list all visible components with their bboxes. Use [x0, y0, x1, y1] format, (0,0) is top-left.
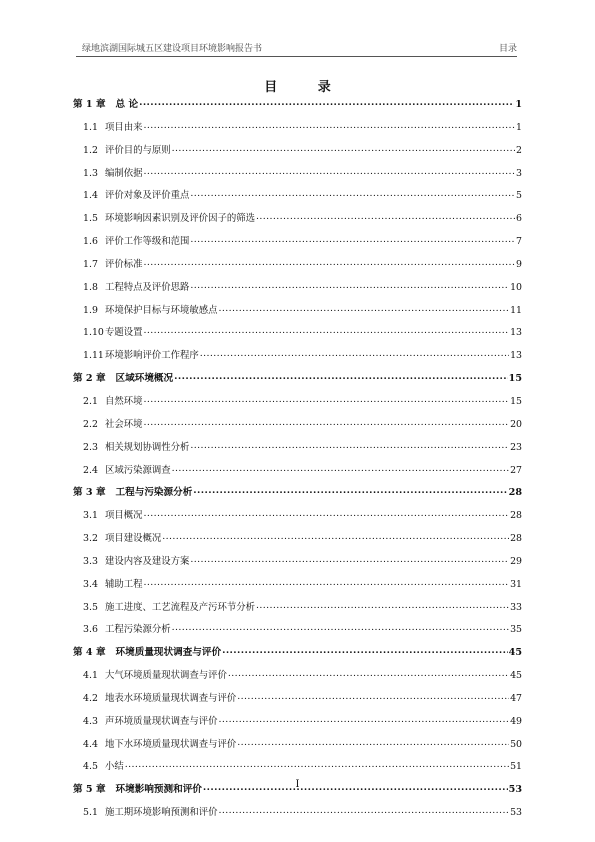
toc-dot-leader [193, 485, 507, 495]
toc-chapter-entry[interactable] [73, 484, 522, 507]
toc-dot-leader [200, 348, 509, 358]
toc-section-entry[interactable] [73, 621, 522, 644]
toc-entry-number: 4.1 [83, 670, 98, 682]
toc-entry-page: 15 [508, 373, 522, 385]
page-header [76, 40, 517, 57]
toc-dot-leader [219, 805, 510, 815]
toc-dot-leader [144, 577, 510, 587]
toc-section-entry[interactable] [73, 553, 522, 576]
toc-entry-number: 第 3 章 [73, 487, 106, 499]
toc-entry-number: 4.4 [83, 738, 98, 750]
toc-entry-page: 20 [510, 418, 522, 430]
toc-entry-page: 45 [508, 647, 522, 659]
toc-dot-leader [144, 325, 510, 335]
toc-entry-number: 1.8 [83, 281, 98, 293]
toc-chapter-entry[interactable] [73, 370, 522, 393]
toc-dot-leader [174, 371, 508, 381]
toc-chapter-entry[interactable] [73, 96, 522, 119]
toc-entry-page: 6 [516, 213, 522, 225]
toc-entry-page: 45 [510, 670, 522, 682]
toc-entry-number: 1.6 [83, 236, 98, 248]
toc-dot-leader [219, 303, 510, 313]
toc-section-entry[interactable] [73, 233, 522, 256]
toc-section-entry[interactable] [73, 713, 522, 736]
toc-dot-leader [144, 508, 510, 518]
toc-entry-number: 2.1 [83, 395, 98, 407]
toc-dot-leader [228, 668, 509, 678]
toc-entry-label: 环境质量现状调查与评价 [115, 647, 222, 659]
toc-list [73, 96, 522, 827]
toc-entry-number: 1.7 [83, 258, 98, 270]
toc-section-entry[interactable] [73, 165, 522, 188]
toc-entry-page: 5 [516, 190, 522, 202]
toc-entry-number: 第 4 章 [73, 647, 106, 659]
toc-dot-leader [190, 188, 515, 198]
toc-dot-leader [144, 394, 510, 404]
toc-entry-number: 2.3 [83, 441, 98, 453]
toc-entry-label: 编制依据 [105, 167, 143, 179]
toc-entry-label: 环境影响预测和评价 [115, 784, 202, 796]
toc-entry-label: 环境影响因素识别及评价因子的筛选 [105, 213, 256, 225]
toc-entry-number: 1.4 [83, 190, 98, 202]
toc-dot-leader [172, 143, 515, 153]
toc-dot-leader [172, 463, 509, 473]
toc-section-entry[interactable] [73, 119, 522, 142]
toc-entry-number: 4.2 [83, 692, 98, 704]
toc-entry-page: 11 [510, 304, 522, 316]
toc-dot-leader [144, 120, 516, 130]
toc-entry-number: 第 5 章 [73, 784, 106, 796]
toc-entry-label: 总 论 [115, 99, 139, 110]
toc-entry-label: 评价标准 [105, 258, 143, 270]
toc-section-entry[interactable] [73, 187, 522, 210]
toc-entry-page: 53 [508, 784, 522, 796]
toc-entry-number: 3.3 [83, 555, 98, 567]
toc-entry-page: 27 [510, 464, 522, 476]
toc-chapter-entry[interactable] [73, 644, 522, 667]
toc-entry-number: 第 2 章 [73, 373, 106, 385]
toc-entry-page: 33 [510, 601, 522, 613]
toc-title: 目 录 [264, 80, 349, 95]
toc-entry-label: 声环境质量现状调查与评价 [105, 715, 218, 727]
toc-dot-leader [139, 97, 514, 107]
toc-dot-leader [144, 257, 516, 267]
toc-section-entry[interactable] [73, 530, 522, 553]
toc-entry-page: 28 [510, 510, 522, 522]
toc-entry-label: 评价对象及评价重点 [105, 190, 190, 202]
toc-entry-page: 3 [516, 167, 522, 179]
toc-entry-page: 23 [510, 441, 522, 453]
toc-entry-number: 3.5 [83, 601, 98, 613]
toc-entry-number: 1.10 [83, 327, 104, 339]
toc-dot-leader [190, 554, 509, 564]
toc-section-entry[interactable] [73, 599, 522, 622]
toc-entry-page: 28 [510, 533, 522, 545]
toc-section-entry[interactable] [73, 462, 522, 485]
toc-dot-leader [190, 234, 515, 244]
toc-dot-leader [125, 759, 509, 769]
toc-entry-page: 28 [508, 487, 522, 499]
toc-entry-label: 辅助工程 [105, 578, 143, 590]
toc-entry-page: 31 [510, 578, 522, 590]
toc-entry-label: 地表水环境质量现状调查与评价 [105, 692, 237, 704]
page-number: I [295, 779, 300, 790]
toc-section-entry[interactable] [73, 576, 522, 599]
toc-dot-leader [222, 645, 508, 655]
toc-entry-label: 小结 [105, 761, 124, 773]
toc-entry-page: 29 [510, 555, 522, 567]
header-section: 目录 [498, 44, 517, 54]
toc-section-entry[interactable] [73, 142, 522, 165]
toc-entry-label: 评价工作等级和范围 [105, 236, 190, 248]
toc-entry-number: 3.1 [83, 510, 98, 522]
toc-entry-label: 评价目的与原则 [105, 144, 171, 156]
toc-section-entry[interactable] [73, 393, 522, 416]
toc-entry-label: 工程与污染源分析 [115, 487, 193, 499]
toc-section-entry[interactable] [73, 804, 522, 827]
toc-entry-number: 3.2 [83, 533, 98, 545]
toc-entry-number: 3.4 [83, 578, 98, 590]
toc-section-entry[interactable] [73, 507, 522, 530]
toc-entry-page: 53 [510, 807, 522, 819]
toc-entry-page: 13 [510, 327, 522, 339]
toc-entry-label: 施工进度、工艺流程及产污环节分析 [105, 601, 256, 613]
toc-entry-label: 相关规划协调性分析 [105, 441, 190, 453]
toc-entry-number: 2.2 [83, 418, 98, 430]
header-doc-title: 绿地滨湖国际城五区建设项目环境影响报告书 [82, 44, 263, 54]
toc-section-entry[interactable] [73, 758, 522, 781]
toc-entry-number: 1.3 [83, 167, 98, 179]
toc-section-entry[interactable] [73, 347, 522, 370]
toc-section-entry[interactable] [73, 324, 522, 347]
toc-entry-label: 项目概况 [105, 510, 143, 522]
toc-entry-label: 施工期环境影响预测和评价 [105, 807, 218, 819]
toc-dot-leader [256, 211, 515, 221]
toc-entry-page: 51 [510, 761, 522, 773]
toc-dot-leader [144, 417, 510, 427]
toc-entry-label: 环境影响评价工作程序 [105, 350, 199, 362]
toc-entry-number: 1.11 [83, 350, 104, 362]
toc-section-entry[interactable] [73, 439, 522, 462]
toc-entry-label: 区域污染源调查 [105, 464, 171, 476]
toc-entry-label: 大气环境质量现状调查与评价 [105, 670, 227, 682]
toc-entry-label: 建设内容及建设方案 [105, 555, 190, 567]
toc-dot-leader [237, 737, 509, 747]
toc-dot-leader [162, 531, 509, 541]
toc-entry-page: 2 [516, 144, 522, 156]
toc-entry-number: 1.5 [83, 213, 98, 225]
toc-dot-leader [172, 622, 509, 632]
toc-entry-page: 50 [510, 738, 522, 750]
toc-entry-page: 1 [515, 99, 522, 110]
toc-entry-page: 10 [510, 281, 522, 293]
toc-section-entry[interactable] [73, 736, 522, 759]
toc-section-entry[interactable] [73, 667, 522, 690]
toc-entry-number: 3.6 [83, 624, 98, 636]
toc-entry-label: 环境保护目标与环境敏感点 [105, 304, 218, 316]
toc-section-entry[interactable] [73, 256, 522, 279]
toc-entry-number: 1.9 [83, 304, 98, 316]
toc-dot-leader [219, 714, 510, 724]
toc-entry-number: 第 1 章 [73, 99, 106, 110]
toc-entry-page: 1 [516, 121, 522, 133]
toc-entry-page: 47 [510, 692, 522, 704]
toc-entry-label: 社会环境 [105, 418, 143, 430]
toc-entry-number: 2.4 [83, 464, 98, 476]
toc-entry-number: 1.2 [83, 144, 98, 156]
toc-dot-leader [144, 166, 516, 176]
toc-entry-page: 13 [510, 350, 522, 362]
toc-entry-page: 35 [510, 624, 522, 636]
toc-section-entry[interactable] [73, 210, 522, 233]
toc-entry-label: 工程污染源分析 [105, 624, 171, 636]
toc-entry-page: 9 [516, 258, 522, 270]
toc-entry-label: 自然环境 [105, 395, 143, 407]
toc-entry-label: 项目由来 [105, 121, 143, 133]
toc-dot-leader [190, 440, 509, 450]
toc-entry-label: 专题设置 [105, 327, 143, 339]
toc-entry-page: 15 [510, 395, 522, 407]
toc-section-entry[interactable] [73, 302, 522, 325]
toc-dot-leader [237, 691, 509, 701]
toc-section-entry[interactable] [73, 416, 522, 439]
toc-entry-label: 地下水环境质量现状调查与评价 [105, 738, 237, 750]
toc-entry-number: 4.5 [83, 761, 98, 773]
toc-entry-number: 5.1 [83, 807, 98, 819]
toc-entry-label: 区域环境概况 [115, 373, 174, 385]
toc-dot-leader [190, 280, 509, 290]
toc-entry-page: 49 [510, 715, 522, 727]
toc-entry-number: 4.3 [83, 715, 98, 727]
toc-entry-label: 工程特点及评价思路 [105, 281, 190, 293]
toc-entry-number: 1.1 [83, 121, 98, 133]
toc-section-entry[interactable] [73, 279, 522, 302]
toc-entry-page: 7 [516, 236, 522, 248]
toc-dot-leader [256, 600, 509, 610]
toc-section-entry[interactable] [73, 690, 522, 713]
toc-entry-label: 项目建设概况 [105, 533, 162, 545]
